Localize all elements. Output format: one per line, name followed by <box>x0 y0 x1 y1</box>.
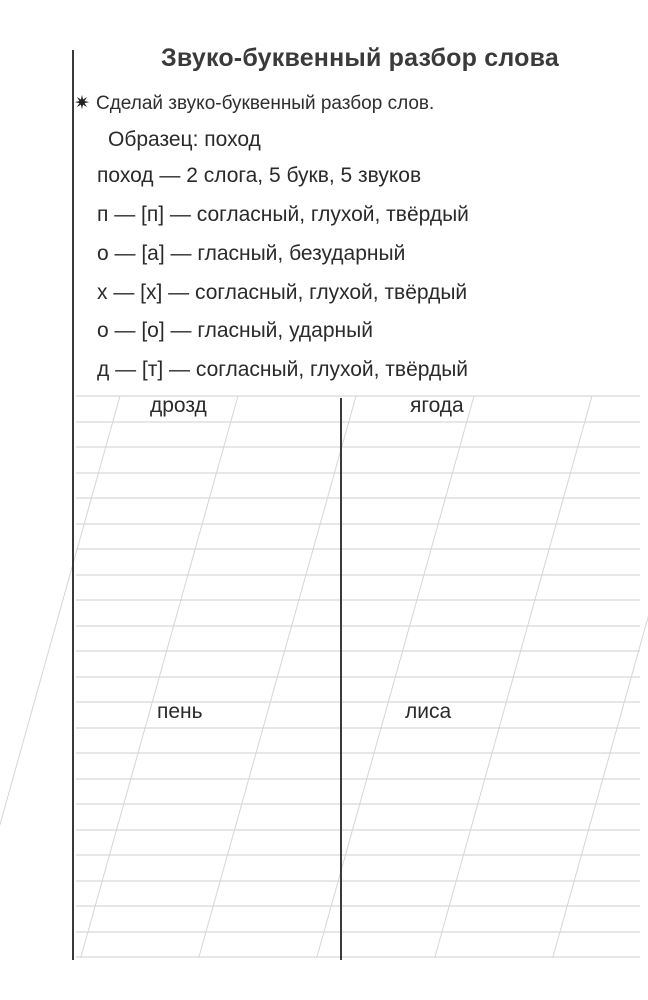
sample-line: х — [х] — согласный, глухой, твёрдый <box>97 281 468 304</box>
task-text: Сделай звуко-буквенный разбор слов. <box>96 93 435 114</box>
page-title: Звуко-буквенный разбор слова <box>161 44 559 72</box>
sample-label: Образец: поход <box>108 128 261 151</box>
sample-line: о — [а] — гласный, безударный <box>97 242 406 265</box>
sample-line: п — [п] — согласный, глухой, твёрдый <box>97 203 469 226</box>
sample-line: о — [о] — гласный, ударный <box>97 319 373 342</box>
column-divider <box>340 398 342 960</box>
word-pen: пень <box>157 700 203 723</box>
word-drozd: дрозд <box>150 394 207 417</box>
asterisk-icon: ✷ <box>74 93 90 114</box>
margin-line <box>72 50 74 960</box>
sample-line: д — [т] — согласный, глухой, твёрдый <box>97 358 469 381</box>
task-instruction <box>74 92 434 115</box>
word-yagoda: ягода <box>410 394 464 417</box>
word-lisa: лиса <box>405 700 452 723</box>
sample-line: поход — 2 слога, 5 букв, 5 звуков <box>97 164 422 187</box>
